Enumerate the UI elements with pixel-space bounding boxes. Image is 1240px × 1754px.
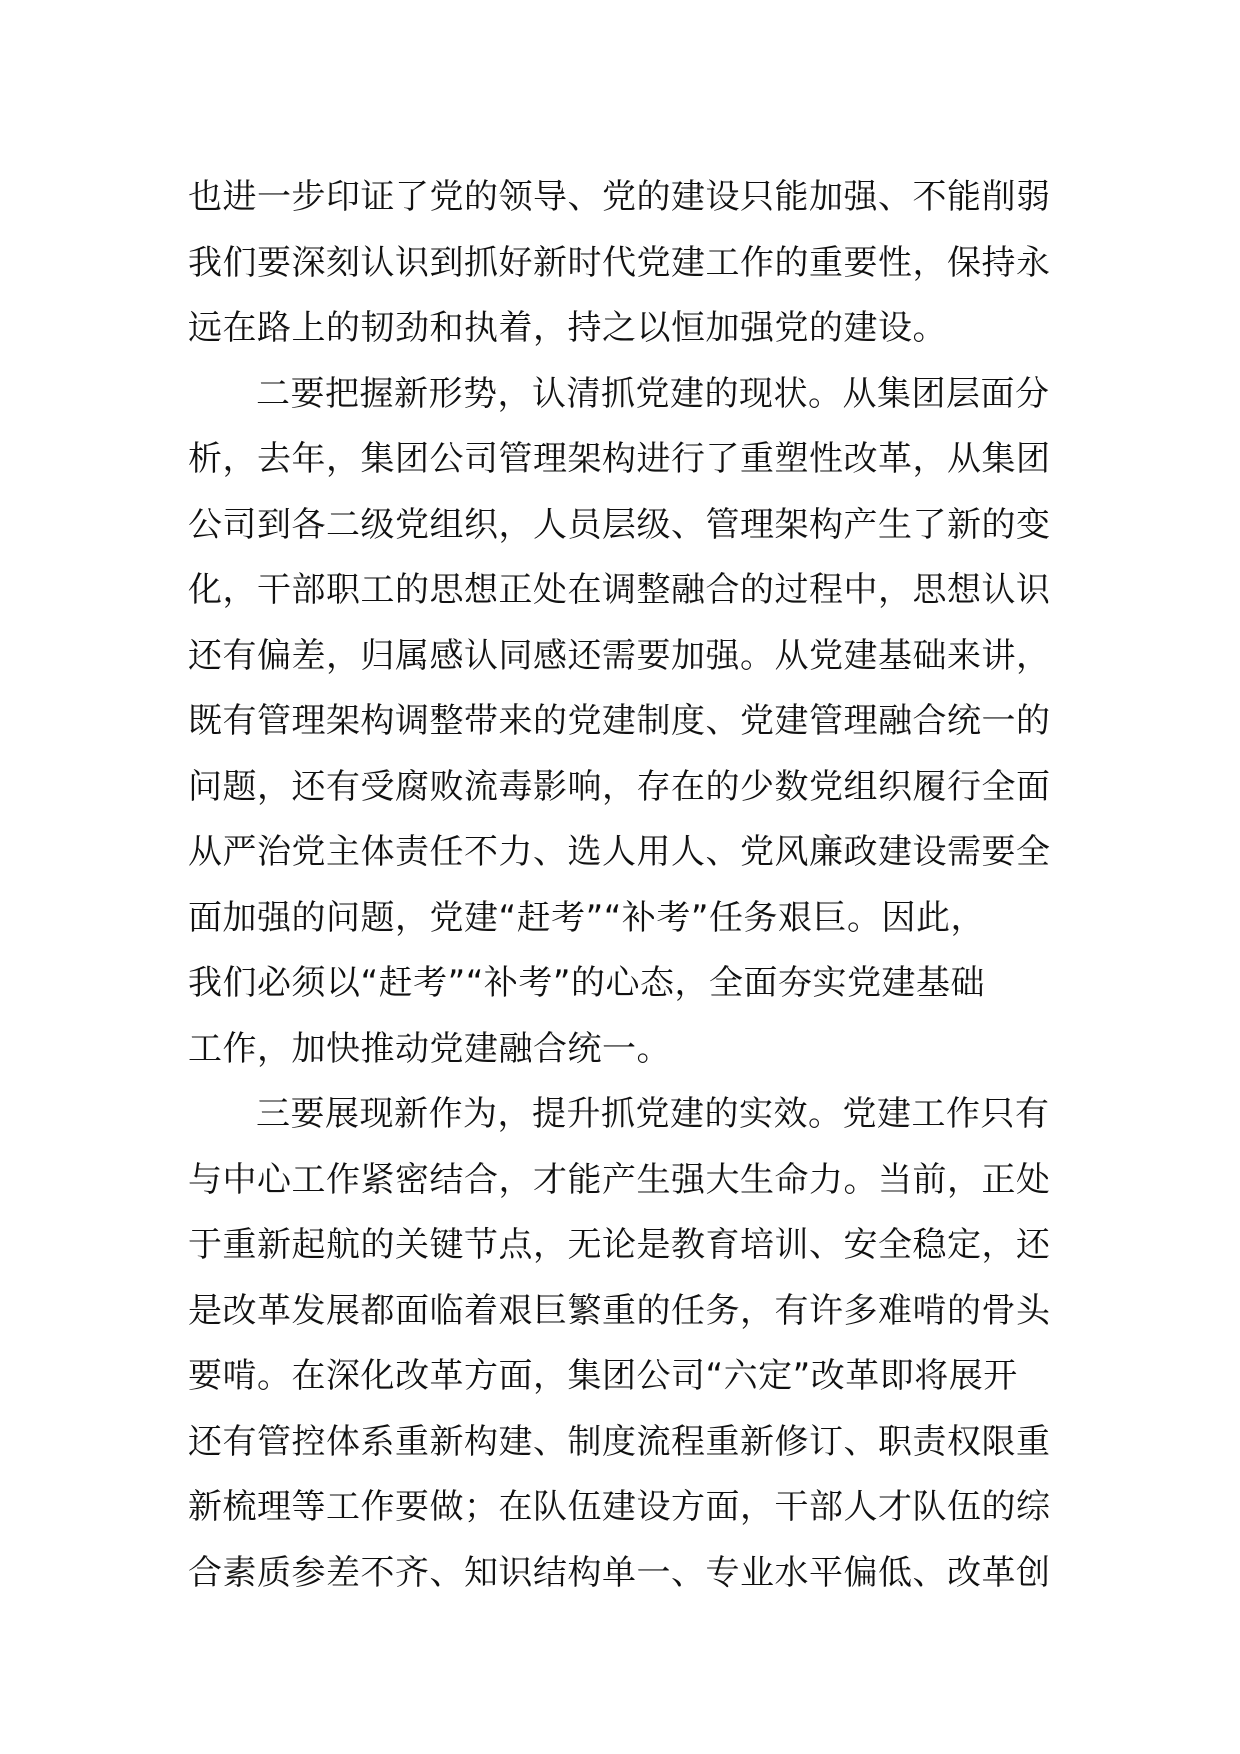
text-line: 新梳理等工作要做；在队伍建设方面，干部人才队伍的综 (188, 1487, 1051, 1527)
text-line: 工作，加快推动党建融合统一。 (188, 1028, 671, 1069)
body-text (188, 165, 1058, 1606)
text-line: 既有管理架构调整带来的党建制度、党建管理融合统一的 (188, 701, 1051, 741)
text-line: 问题，还有受腐败流毒影响，存在的少数党组织履行全面 (188, 766, 1051, 807)
text-line: 面加强的问题，党建“赶考”“补考”任务艰巨。因此， (188, 897, 985, 938)
text-line: 合素质参差不齐、知识结构单一、专业水平偏低、改革创 (188, 1552, 1051, 1593)
text-line: 与中心工作紧密结合，才能产生强大生命力。当前，正处 (188, 1159, 1051, 1200)
text-line: 于重新起航的关键节点，无论是教育培训、安全稳定，还 (188, 1225, 1051, 1265)
text-line: 远在路上的韧劲和执着，持之以恒加强党的建设。 (188, 308, 947, 348)
text-line: 要啃。在深化改革方面，集团公司“六定”改革即将展开 (188, 1356, 1018, 1396)
text-line: 我们必须以“赶考”“补考”的心态，全面夯实党建基础 (188, 963, 985, 1003)
text-line: 是改革发展都面临着艰巨繁重的任务，有许多难啃的骨头 (188, 1290, 1051, 1331)
text-line: 析，去年，集团公司管理架构进行了重塑性改革，从集团 (188, 439, 1051, 479)
text-line: 公司到各二级党组织，人员层级、管理架构产生了新的变 (188, 504, 1051, 545)
text-line: 也进一步印证了党的领导、党的建设只能加强、不能削弱 (188, 177, 1051, 217)
text-line: 化，干部职工的思想正处在调整融合的过程中，思想认识 (188, 570, 1051, 610)
paragraph-first-line: 三要展现新作为，提升抓党建的实效。党建工作只有 (256, 1094, 1050, 1134)
paragraph-first-line: 二要把握新形势，认清抓党建的现状。从集团层面分 (256, 373, 1050, 414)
text-line: 我们要深刻认识到抓好新时代党建工作的重要性，保持永 (188, 242, 1051, 283)
text-line: 还有偏差，归属感认同感还需要加强。从党建基础来讲， (188, 635, 1051, 676)
text-line: 还有管控体系重新构建、制度流程重新修订、职责权限重 (188, 1421, 1051, 1462)
text-line: 从严治党主体责任不力、选人用人、党风廉政建设需要全 (188, 832, 1051, 872)
